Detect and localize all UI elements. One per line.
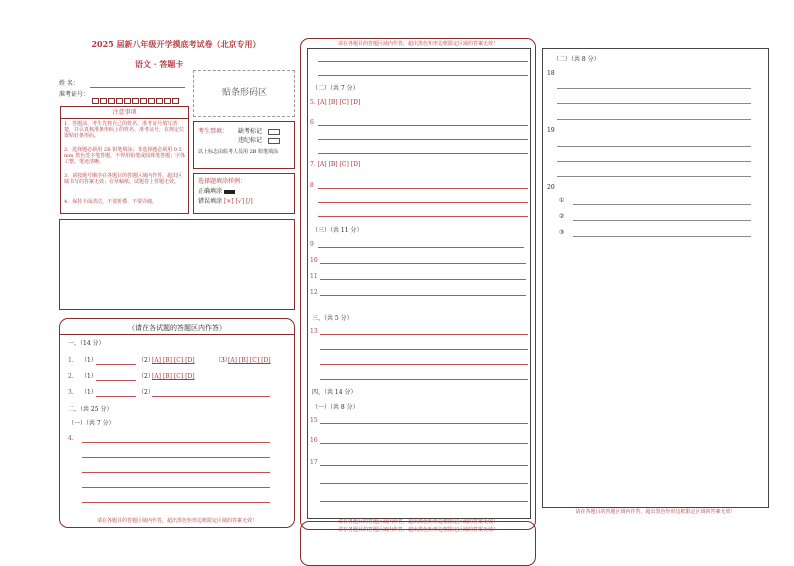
exam-title: 2025 届新八年级开学摸底考试卷（北京专用） xyxy=(91,39,261,49)
col1-warning: 请在各题目的答题区域内作答，超出黑色矩形边框限定区域的答案无效！ xyxy=(96,518,257,524)
part-2-title: （二）（共 7 分） xyxy=(312,85,359,92)
q16-label: 16 xyxy=(310,437,318,444)
q4-label: 4. xyxy=(68,435,74,442)
wrong-fill-marks: [×] [√] [/] xyxy=(223,198,253,205)
violation-mark-label: 违纪标记 xyxy=(238,137,263,144)
q1-part3: （3） xyxy=(215,357,231,364)
q1-part3-choices[interactable]: [A] [B] [C] [D] xyxy=(228,357,271,364)
q2-part1: （1） xyxy=(81,373,97,380)
q20-item2: ② xyxy=(559,213,565,220)
q19-label: 19 xyxy=(547,127,555,134)
absent-mark-label: 缺考标记 xyxy=(238,128,263,135)
col3-answer-area[interactable] xyxy=(542,48,769,508)
q8-label: 8 xyxy=(310,182,314,189)
q12-label: 12 xyxy=(310,289,318,296)
section-3-title: 三、（共 5 分） xyxy=(312,315,353,322)
notice-title: 注意事项 xyxy=(112,109,137,116)
q1-part1: （1） xyxy=(81,357,97,364)
col3-warning: 请在各题目的答题区域内作答，超出黑色矩形边框限定区域的答案无效！ xyxy=(575,509,736,515)
id-label: 准考证号： xyxy=(59,91,90,98)
q18-label: 18 xyxy=(547,70,555,77)
q2-part2-choices[interactable]: [A] [B] [C] [D] xyxy=(152,373,195,380)
section-1-title: 一、（14 分） xyxy=(68,340,105,347)
notice-item-1: 1．答题前，考生先将自己的姓名，准考证号填写清楚，并认真核准条形码上的姓名、准考证号，在规定位置贴好条形码。 xyxy=(64,121,185,139)
absent-mark-box[interactable] xyxy=(268,129,280,135)
q3-part1: （1） xyxy=(81,389,97,396)
q20-item3: ③ xyxy=(559,229,565,236)
fill-sample-box xyxy=(193,173,295,214)
exam-mark-label: 考生禁填： xyxy=(198,128,229,135)
barcode-label: 贴条形码区 xyxy=(222,88,268,98)
col2-next-warning: 请在各题目的答题区域内作答，超出黑色矩形边框限定区域的答案无效！ xyxy=(337,527,498,533)
q3-part2: （2） xyxy=(138,389,154,396)
correct-fill-sample xyxy=(224,190,235,194)
wrong-fill-label: 错误填涂 xyxy=(198,198,223,205)
correct-fill-label: 正确填涂 xyxy=(198,188,223,195)
q2-part2: （2） xyxy=(138,373,154,380)
answer-area-title: （请在各试题的答题区内作答） xyxy=(128,324,226,332)
q7-choices[interactable]: 7. [A] [B] [C] [D] xyxy=(310,161,361,168)
exam-mark-box xyxy=(193,121,295,169)
col2-bottom-warning: 请在各题目的答题区域内作答，超出黑色矩形边框限定区域的答案无效！ xyxy=(337,519,498,525)
q10-label: 10 xyxy=(310,257,318,264)
q17-label: 17 xyxy=(310,459,318,466)
q6-label: 6 xyxy=(310,119,314,126)
col1-answer-area[interactable] xyxy=(59,318,295,528)
col2-answer-area[interactable] xyxy=(307,48,531,519)
section-4-title: 四、（共 14 分） xyxy=(312,389,357,396)
q1-part2-choices[interactable]: [A] [B] [C] [D] xyxy=(152,357,195,364)
violation-mark-box[interactable] xyxy=(268,138,280,144)
card-subtitle: 语文 · 答题卡 xyxy=(135,59,184,69)
q20-label: 20 xyxy=(547,184,555,191)
q1-label: 1. xyxy=(68,357,74,364)
section-2-title: 二、（共 25 分） xyxy=(68,406,113,413)
exam-mark-note: 以上标志由监考人员用 2B 铅笔填涂 xyxy=(198,149,279,155)
q15-label: 15 xyxy=(310,417,318,424)
barcode-area[interactable] xyxy=(193,70,295,117)
blank-answer-area[interactable] xyxy=(59,219,295,310)
part-3-title: （三）（共 11 分） xyxy=(312,227,363,234)
name-line[interactable] xyxy=(90,87,185,88)
section-2-part1-title: （一）（共 7 分） xyxy=(68,420,115,427)
q13-label: 13 xyxy=(310,328,318,335)
q3-label: 3. xyxy=(68,389,74,396)
notice-item-3: 3．请按题号顺序在各题目的答题区域内作答，超出区域书写的答案无效；在草稿纸、试题卷上答题无效。 xyxy=(64,173,183,185)
notice-item-4: 4．保持卡面清洁，不要折叠、不要弄破。 xyxy=(64,199,158,205)
q20-item1: ① xyxy=(559,197,565,204)
q11-label: 11 xyxy=(310,273,318,280)
col2-top-warning: 请在各题目的答题区域内作答，超出黑色矩形边框限定区域的答案无效！ xyxy=(337,41,498,47)
fill-sample-title: 选择题填涂样例： xyxy=(198,178,247,185)
section-4-part1-title: （一）（共 8 分） xyxy=(312,404,359,411)
col3-part-title: （二）（共 8 分） xyxy=(553,56,600,63)
q9-label: 9 xyxy=(310,241,314,248)
name-label: 姓 名： xyxy=(59,80,79,87)
q5-choices[interactable]: 5. [A] [B] [C] [D] xyxy=(310,99,361,106)
q1-part2: （2） xyxy=(138,357,154,364)
notice-box xyxy=(60,106,189,214)
q2-label: 2. xyxy=(68,373,74,380)
notice-item-2: 2．选择题必须用 2B 铅笔填涂；非选择题必须用 0.5 mm 黑色签字笔答题，不得用铅笔或圆珠笔答题；字体工整、笔迹清晰。 xyxy=(64,147,186,165)
